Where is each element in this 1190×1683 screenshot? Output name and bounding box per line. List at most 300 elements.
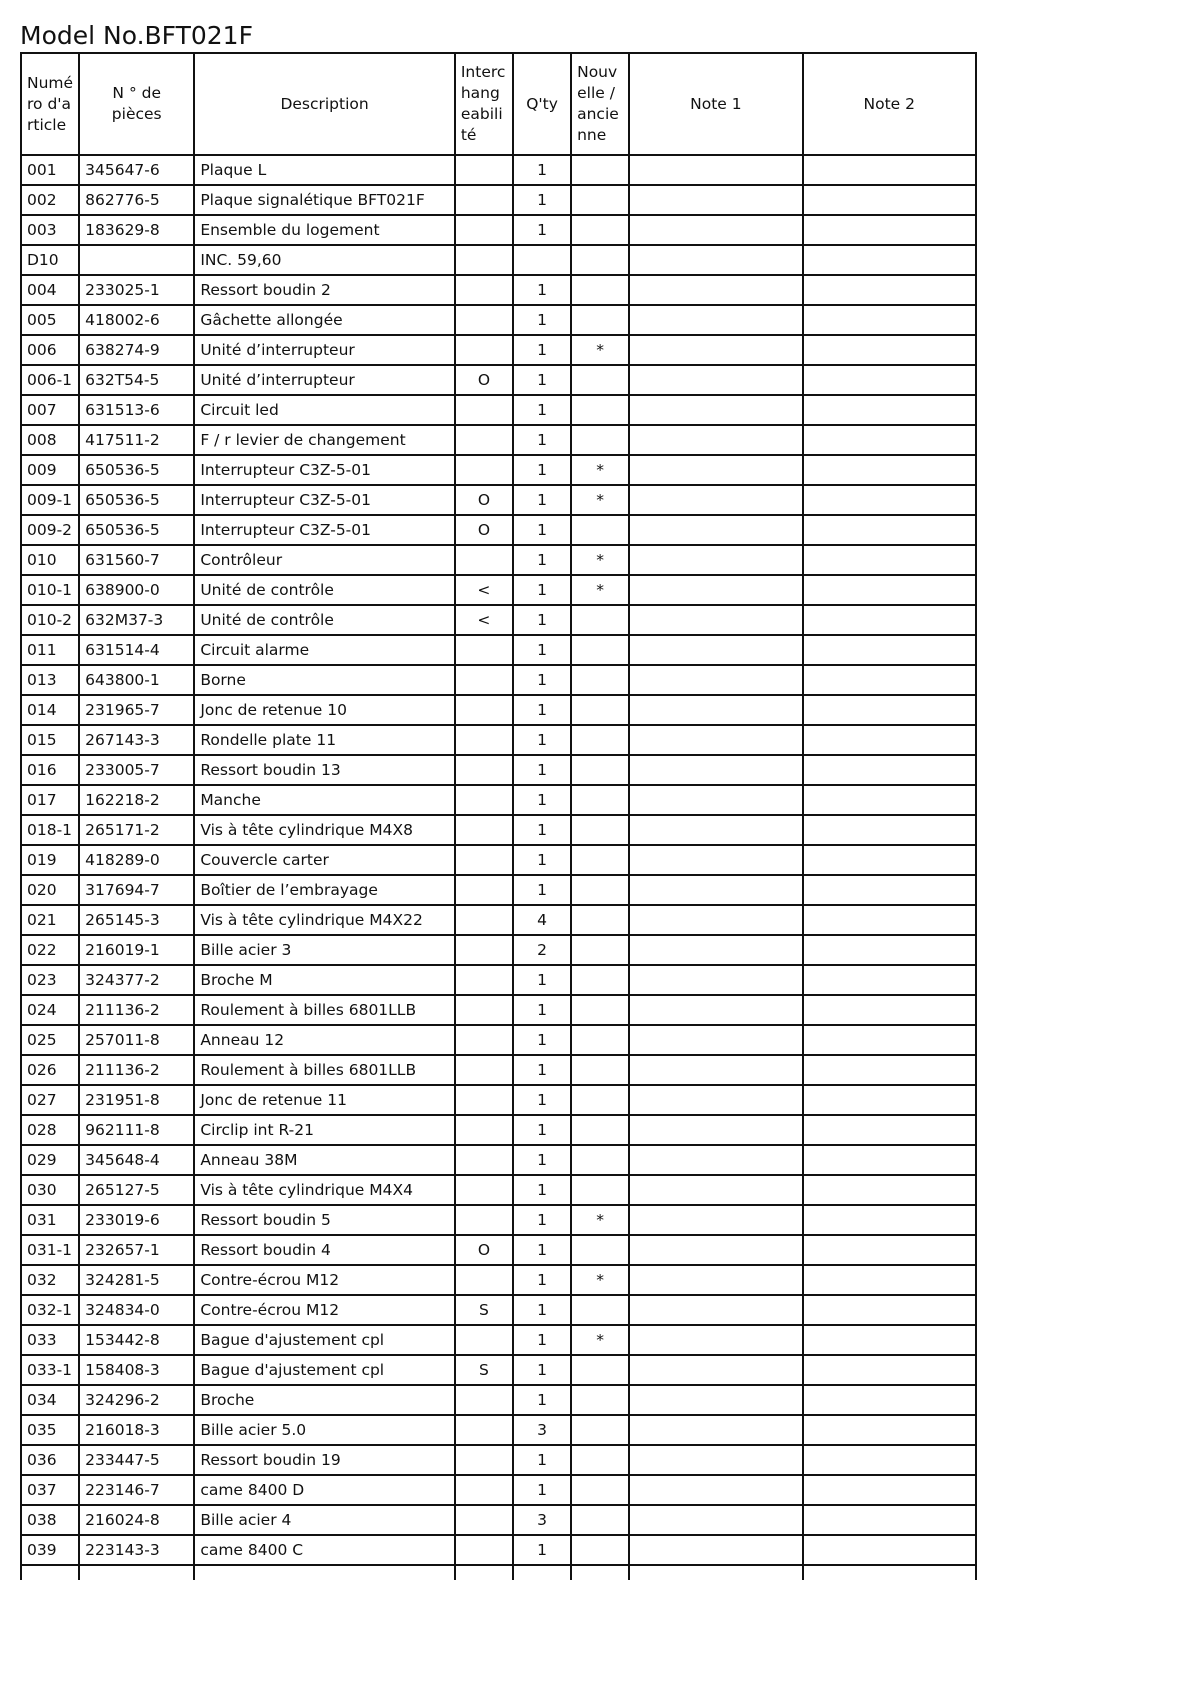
cell-quantity: 1 <box>513 605 571 635</box>
cell-new-old <box>571 365 629 395</box>
cell-part-number: 324834-0 <box>79 1295 194 1325</box>
cell-quantity: 1 <box>513 515 571 545</box>
cell-note-2 <box>803 185 976 215</box>
cell-article-number: 013 <box>21 665 79 695</box>
cell-note-2 <box>803 1025 976 1055</box>
cell-interchangeability <box>455 665 513 695</box>
cell-note-2 <box>803 395 976 425</box>
cell-quantity: 3 <box>513 1505 571 1535</box>
cell-note-2 <box>803 1235 976 1265</box>
cell-interchangeability <box>455 1085 513 1115</box>
cell-quantity: 1 <box>513 425 571 455</box>
cell-description: Bille acier 3 <box>194 935 455 965</box>
cell-article-number: 009 <box>21 455 79 485</box>
cell-note-1 <box>629 1295 802 1325</box>
cell-description: Ressort boudin 19 <box>194 1445 455 1475</box>
cell-note-1 <box>629 695 802 725</box>
cell-article-number: 033-1 <box>21 1355 79 1385</box>
cell-quantity: 1 <box>513 1355 571 1385</box>
cell-description: Roulement à billes 6801LLB <box>194 995 455 1025</box>
cell-new-old <box>571 695 629 725</box>
cell-description: Anneau 12 <box>194 1025 455 1055</box>
cell-quantity: 1 <box>513 1325 571 1355</box>
cell-description: came 8400 D <box>194 1475 455 1505</box>
cell-new-old <box>571 1505 629 1535</box>
cell-description: Couvercle carter <box>194 845 455 875</box>
cell-new-old <box>571 1175 629 1205</box>
cell-note-1 <box>629 1505 802 1535</box>
cell-note-1 <box>629 1535 802 1565</box>
table-row <box>21 995 976 1025</box>
cell-description: Ensemble du logement <box>194 215 455 245</box>
cell-part-number: 418002-6 <box>79 305 194 335</box>
cell-article-number: 031-1 <box>21 1235 79 1265</box>
cell-article-number: 032-1 <box>21 1295 79 1325</box>
cell-interchangeability <box>455 695 513 725</box>
cell-description: Vis à tête cylindrique M4X22 <box>194 905 455 935</box>
cell-note-1 <box>629 1115 802 1145</box>
cell-note-2 <box>803 1295 976 1325</box>
cell-article-number: 008 <box>21 425 79 455</box>
cell-article-number: 009-1 <box>21 485 79 515</box>
cell-note-2 <box>803 755 976 785</box>
cell-description: Unité de contrôle <box>194 575 455 605</box>
cell-note-2 <box>803 695 976 725</box>
cell-quantity: 1 <box>513 1475 571 1505</box>
cell-interchangeability <box>455 935 513 965</box>
table-row <box>21 515 976 545</box>
cell-quantity: 1 <box>513 545 571 575</box>
cell-note-2 <box>803 1385 976 1415</box>
cell-quantity: 1 <box>513 1025 571 1055</box>
cell-article-number: 030 <box>21 1175 79 1205</box>
cell-quantity: 1 <box>513 1175 571 1205</box>
cell-article-number: 037 <box>21 1475 79 1505</box>
cell-note-1 <box>629 1415 802 1445</box>
cell-description: Ressort boudin 13 <box>194 755 455 785</box>
cell-note-2 <box>803 425 976 455</box>
cell-article-number: 023 <box>21 965 79 995</box>
cell-article-number: 010-2 <box>21 605 79 635</box>
cell-new-old <box>571 1295 629 1325</box>
table-row <box>21 1055 976 1085</box>
cell-note-2 <box>803 1355 976 1385</box>
cell-part-number: 211136-2 <box>79 1055 194 1085</box>
cell-part-number: 211136-2 <box>79 995 194 1025</box>
cell-note-1 <box>629 995 802 1025</box>
cell-description: Roulement à billes 6801LLB <box>194 1055 455 1085</box>
cell-interchangeability <box>455 1265 513 1295</box>
cell-description: Broche <box>194 1385 455 1415</box>
cell-part-number: 265127-5 <box>79 1175 194 1205</box>
cell-note-2 <box>803 365 976 395</box>
cell-interchangeability <box>455 635 513 665</box>
table-row <box>21 455 976 485</box>
cell-description: Circuit led <box>194 395 455 425</box>
cell-description: Interrupteur C3Z-5-01 <box>194 485 455 515</box>
cell-note-1 <box>629 185 802 215</box>
cell-new-old <box>571 1025 629 1055</box>
table-row <box>21 695 976 725</box>
cell-interchangeability: O <box>455 1235 513 1265</box>
cell-note-2 <box>803 875 976 905</box>
cell-interchangeability <box>455 725 513 755</box>
cell-description: Contrôleur <box>194 545 455 575</box>
cell-article-number: 033 <box>21 1325 79 1355</box>
cell-interchangeability <box>455 1025 513 1055</box>
table-row <box>21 1325 976 1355</box>
cell-new-old <box>571 395 629 425</box>
cell-interchangeability <box>455 965 513 995</box>
cell-note-1 <box>629 725 802 755</box>
table-row <box>21 1295 976 1325</box>
cell-note-2 <box>803 635 976 665</box>
table-row <box>21 605 976 635</box>
cell-article-number: 021 <box>21 905 79 935</box>
cell-article-number: 016 <box>21 755 79 785</box>
header-description: Description <box>194 53 455 155</box>
cell-part-number: 233005-7 <box>79 755 194 785</box>
cell-new-old <box>571 875 629 905</box>
cell-interchangeability: O <box>455 365 513 395</box>
table-row <box>21 1205 976 1235</box>
cell-note-2 <box>803 965 976 995</box>
cell-note-2 <box>803 665 976 695</box>
cell-note-2 <box>803 515 976 545</box>
table-row <box>21 1265 976 1295</box>
cell-interchangeability <box>455 395 513 425</box>
empty-cell <box>803 1565 976 1580</box>
cell-interchangeability: S <box>455 1355 513 1385</box>
cell-article-number: 004 <box>21 275 79 305</box>
cell-note-1 <box>629 815 802 845</box>
cell-description: Bille acier 5.0 <box>194 1415 455 1445</box>
cell-note-1 <box>629 1175 802 1205</box>
table-row <box>21 1475 976 1505</box>
cell-note-1 <box>629 1265 802 1295</box>
cell-note-1 <box>629 425 802 455</box>
cell-new-old: * <box>571 1205 629 1235</box>
cell-quantity: 1 <box>513 1115 571 1145</box>
cell-interchangeability <box>455 305 513 335</box>
cell-description: Anneau 38M <box>194 1145 455 1175</box>
cell-quantity: 1 <box>513 455 571 485</box>
cell-note-2 <box>803 1445 976 1475</box>
cell-quantity: 1 <box>513 485 571 515</box>
empty-cell <box>513 1565 571 1580</box>
cell-article-number: 010-1 <box>21 575 79 605</box>
cell-interchangeability <box>455 425 513 455</box>
cell-note-1 <box>629 1055 802 1085</box>
cell-new-old <box>571 245 629 275</box>
cell-interchangeability <box>455 1385 513 1415</box>
cell-quantity: 2 <box>513 935 571 965</box>
cell-part-number: 162218-2 <box>79 785 194 815</box>
cell-quantity: 4 <box>513 905 571 935</box>
table-row <box>21 665 976 695</box>
cell-new-old: * <box>571 575 629 605</box>
cell-description: Plaque signalétique BFT021F <box>194 185 455 215</box>
cell-part-number: 232657-1 <box>79 1235 194 1265</box>
cell-note-1 <box>629 845 802 875</box>
cell-quantity: 1 <box>513 965 571 995</box>
cell-interchangeability <box>455 335 513 365</box>
table-row <box>21 815 976 845</box>
cell-article-number: 015 <box>21 725 79 755</box>
cell-description: Bille acier 4 <box>194 1505 455 1535</box>
cell-new-old <box>571 665 629 695</box>
cell-article-number: 038 <box>21 1505 79 1535</box>
cell-quantity: 1 <box>513 335 571 365</box>
cell-description: INC. 59,60 <box>194 245 455 275</box>
empty-cell <box>79 1565 194 1580</box>
cell-article-number: 029 <box>21 1145 79 1175</box>
table-row <box>21 1415 976 1445</box>
cell-article-number: D10 <box>21 245 79 275</box>
cell-interchangeability <box>455 185 513 215</box>
table-row-partial <box>21 1565 976 1580</box>
cell-article-number: 017 <box>21 785 79 815</box>
cell-note-1 <box>629 215 802 245</box>
cell-article-number: 002 <box>21 185 79 215</box>
cell-new-old <box>571 185 629 215</box>
cell-interchangeability <box>455 785 513 815</box>
cell-part-number: 216019-1 <box>79 935 194 965</box>
cell-quantity: 1 <box>513 275 571 305</box>
cell-interchangeability: S <box>455 1295 513 1325</box>
table-row <box>21 845 976 875</box>
cell-note-1 <box>629 575 802 605</box>
cell-note-2 <box>803 1205 976 1235</box>
cell-part-number: 257011-8 <box>79 1025 194 1055</box>
table-row <box>21 785 976 815</box>
table-row <box>21 1385 976 1415</box>
cell-interchangeability <box>455 455 513 485</box>
cell-part-number: 418289-0 <box>79 845 194 875</box>
header-article-number: Numéro d'article <box>21 53 79 155</box>
cell-note-1 <box>629 875 802 905</box>
cell-note-1 <box>629 755 802 785</box>
table-row <box>21 935 976 965</box>
cell-part-number: 233447-5 <box>79 1445 194 1475</box>
empty-cell <box>629 1565 802 1580</box>
cell-article-number: 025 <box>21 1025 79 1055</box>
cell-quantity: 1 <box>513 695 571 725</box>
cell-note-1 <box>629 395 802 425</box>
cell-description: Jonc de retenue 11 <box>194 1085 455 1115</box>
cell-article-number: 031 <box>21 1205 79 1235</box>
cell-description: Circuit alarme <box>194 635 455 665</box>
cell-part-number: 345648-4 <box>79 1145 194 1175</box>
cell-quantity: 1 <box>513 575 571 605</box>
cell-new-old <box>571 755 629 785</box>
table-row <box>21 1085 976 1115</box>
cell-interchangeability <box>455 845 513 875</box>
cell-interchangeability <box>455 1445 513 1475</box>
cell-interchangeability: O <box>455 515 513 545</box>
cell-article-number: 032 <box>21 1265 79 1295</box>
cell-note-2 <box>803 245 976 275</box>
table-row <box>21 875 976 905</box>
cell-note-1 <box>629 905 802 935</box>
cell-interchangeability <box>455 875 513 905</box>
table-row <box>21 425 976 455</box>
cell-article-number: 011 <box>21 635 79 665</box>
cell-new-old <box>571 725 629 755</box>
cell-note-2 <box>803 995 976 1025</box>
cell-part-number: 631514-4 <box>79 635 194 665</box>
table-row <box>21 1175 976 1205</box>
cell-new-old <box>571 1355 629 1385</box>
header-row <box>21 53 976 155</box>
cell-description: came 8400 C <box>194 1535 455 1565</box>
table-row <box>21 1355 976 1385</box>
cell-new-old <box>571 635 629 665</box>
table-row <box>21 395 976 425</box>
empty-cell <box>455 1565 513 1580</box>
cell-note-1 <box>629 1355 802 1385</box>
cell-quantity: 1 <box>513 365 571 395</box>
cell-note-2 <box>803 1535 976 1565</box>
cell-part-number: 223146-7 <box>79 1475 194 1505</box>
cell-new-old <box>571 155 629 185</box>
cell-quantity <box>513 245 571 275</box>
cell-article-number: 001 <box>21 155 79 185</box>
cell-note-1 <box>629 335 802 365</box>
cell-new-old <box>571 815 629 845</box>
cell-note-1 <box>629 665 802 695</box>
cell-quantity: 1 <box>513 1265 571 1295</box>
cell-note-1 <box>629 545 802 575</box>
cell-new-old <box>571 425 629 455</box>
cell-note-2 <box>803 605 976 635</box>
cell-quantity: 1 <box>513 815 571 845</box>
cell-new-old <box>571 275 629 305</box>
cell-description: Circlip int R-21 <box>194 1115 455 1145</box>
cell-interchangeability <box>455 1205 513 1235</box>
cell-part-number: 317694-7 <box>79 875 194 905</box>
cell-note-2 <box>803 1145 976 1175</box>
cell-note-1 <box>629 1235 802 1265</box>
cell-note-1 <box>629 1325 802 1355</box>
cell-new-old: * <box>571 1325 629 1355</box>
cell-interchangeability <box>455 1055 513 1085</box>
header-note-1: Note 1 <box>629 53 802 155</box>
cell-quantity: 1 <box>513 635 571 665</box>
cell-note-2 <box>803 155 976 185</box>
cell-part-number: 631560-7 <box>79 545 194 575</box>
cell-part-number: 324377-2 <box>79 965 194 995</box>
empty-cell <box>571 1565 629 1580</box>
cell-article-number: 009-2 <box>21 515 79 545</box>
cell-quantity: 1 <box>513 1295 571 1325</box>
cell-article-number: 024 <box>21 995 79 1025</box>
cell-note-1 <box>629 365 802 395</box>
cell-new-old <box>571 1055 629 1085</box>
empty-cell <box>194 1565 455 1580</box>
cell-quantity: 1 <box>513 1235 571 1265</box>
cell-description: Ressort boudin 2 <box>194 275 455 305</box>
table-row <box>21 275 976 305</box>
cell-part-number: 650536-5 <box>79 515 194 545</box>
cell-note-2 <box>803 845 976 875</box>
cell-note-2 <box>803 1175 976 1205</box>
cell-new-old <box>571 1415 629 1445</box>
header-interchangeability: Interchangeabilité <box>455 53 513 155</box>
cell-article-number: 003 <box>21 215 79 245</box>
cell-part-number: 231951-8 <box>79 1085 194 1115</box>
cell-interchangeability <box>455 215 513 245</box>
cell-part-number: 638274-9 <box>79 335 194 365</box>
cell-note-1 <box>629 1085 802 1115</box>
cell-part-number: 183629-8 <box>79 215 194 245</box>
cell-new-old: * <box>571 545 629 575</box>
cell-part-number: 650536-5 <box>79 485 194 515</box>
cell-description: Unité de contrôle <box>194 605 455 635</box>
cell-interchangeability <box>455 155 513 185</box>
table-row <box>21 365 976 395</box>
cell-article-number: 035 <box>21 1415 79 1445</box>
cell-part-number: 267143-3 <box>79 725 194 755</box>
cell-new-old: * <box>571 485 629 515</box>
cell-note-1 <box>629 275 802 305</box>
table-row <box>21 485 976 515</box>
table-row <box>21 965 976 995</box>
cell-interchangeability <box>455 245 513 275</box>
cell-description: Borne <box>194 665 455 695</box>
cell-interchangeability <box>455 1325 513 1355</box>
cell-new-old <box>571 1535 629 1565</box>
cell-note-1 <box>629 485 802 515</box>
table-row <box>21 335 976 365</box>
cell-part-number: 643800-1 <box>79 665 194 695</box>
cell-note-2 <box>803 1085 976 1115</box>
cell-quantity: 1 <box>513 185 571 215</box>
cell-article-number: 006 <box>21 335 79 365</box>
cell-quantity: 1 <box>513 875 571 905</box>
cell-quantity: 1 <box>513 1055 571 1085</box>
cell-quantity: 1 <box>513 1085 571 1115</box>
cell-description: F / r levier de changement <box>194 425 455 455</box>
cell-note-1 <box>629 1205 802 1235</box>
cell-new-old <box>571 1145 629 1175</box>
cell-new-old: * <box>571 335 629 365</box>
cell-quantity: 1 <box>513 155 571 185</box>
cell-new-old <box>571 935 629 965</box>
cell-quantity: 1 <box>513 1535 571 1565</box>
cell-description: Interrupteur C3Z-5-01 <box>194 455 455 485</box>
cell-article-number: 005 <box>21 305 79 335</box>
cell-note-2 <box>803 905 976 935</box>
cell-note-2 <box>803 305 976 335</box>
cell-note-1 <box>629 455 802 485</box>
cell-description: Unité d’interrupteur <box>194 365 455 395</box>
cell-description: Unité d’interrupteur <box>194 335 455 365</box>
cell-note-1 <box>629 1025 802 1055</box>
cell-description: Gâchette allongée <box>194 305 455 335</box>
cell-note-2 <box>803 1055 976 1085</box>
cell-new-old <box>571 1235 629 1265</box>
cell-quantity: 1 <box>513 755 571 785</box>
cell-note-1 <box>629 1145 802 1175</box>
cell-part-number: 216018-3 <box>79 1415 194 1445</box>
cell-note-1 <box>629 635 802 665</box>
cell-article-number: 034 <box>21 1385 79 1415</box>
cell-description: Manche <box>194 785 455 815</box>
cell-description: Contre-écrou M12 <box>194 1295 455 1325</box>
cell-part-number: 216024-8 <box>79 1505 194 1535</box>
cell-new-old <box>571 1085 629 1115</box>
